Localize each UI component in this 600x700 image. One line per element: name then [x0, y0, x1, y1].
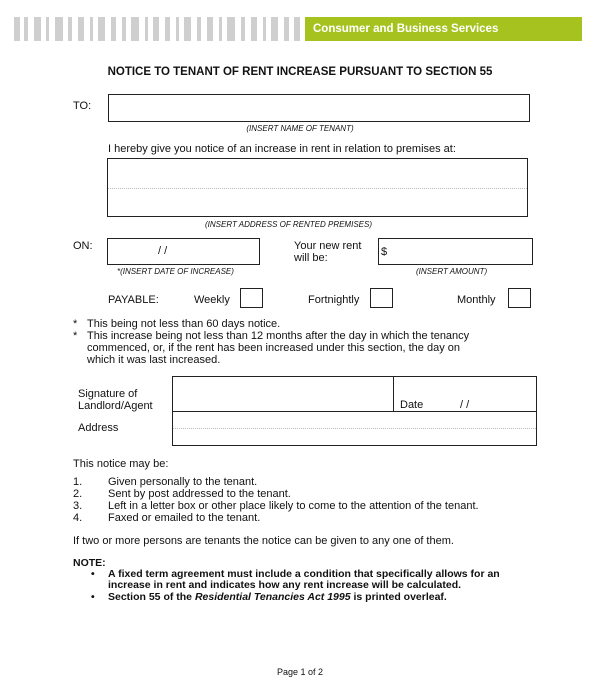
asterisk-note-2-line1: This increase being not less than 12 months after the day in which the tenancy	[87, 330, 470, 342]
page-number: Page 1 of 2	[276, 667, 324, 677]
signature-date-label: Date	[400, 399, 424, 411]
signature-label-line1: Signature of	[78, 388, 138, 400]
date-slashes: / /	[158, 245, 168, 257]
note-item-2-post: is printed overleaf.	[350, 591, 447, 603]
tenant-name-caption: (INSERT NAME OF TENANT)	[246, 124, 354, 133]
date-caption: *(INSERT DATE OF INCREASE)	[117, 267, 234, 276]
tenant-name-field[interactable]	[108, 94, 530, 122]
fortnightly-checkbox[interactable]	[370, 288, 393, 308]
address-label: Address	[78, 422, 119, 434]
monthly-label: Monthly	[457, 294, 496, 306]
monthly-checkbox[interactable]	[508, 288, 531, 308]
delivery-num-4: 4.	[73, 512, 83, 524]
asterisk-note-1: This being not less than 60 days notice.	[87, 318, 281, 330]
weekly-checkbox[interactable]	[240, 288, 263, 308]
signature-field[interactable]	[172, 376, 394, 412]
note-item-2-pre: Section 55 of the	[108, 591, 195, 603]
asterisk-2: *	[73, 330, 78, 342]
asterisk-note-2-line2: commenced, or, if the rent has been increased under this section, the day on	[87, 342, 461, 354]
note-item-1-line2: increase in rent and indicates how any rent increase will be calculated.	[108, 579, 462, 591]
note-heading: NOTE:	[73, 557, 106, 569]
page-title: NOTICE TO TENANT OF RENT INCREASE PURSUANT TO SECTION 55	[107, 66, 493, 78]
signature-date-field[interactable]	[393, 376, 537, 412]
fortnightly-label: Fortnightly	[308, 294, 360, 306]
amount-caption: (INSERT AMOUNT)	[416, 267, 488, 276]
weekly-label: Weekly	[194, 294, 230, 306]
asterisk-note-2-line3: which it was last increased.	[87, 354, 221, 366]
new-rent-label-line1: Your new rent	[294, 240, 362, 252]
header-banner: Consumer and Business Services	[305, 17, 582, 41]
delivery-text-2: Sent by post addressed to the tenant.	[108, 488, 291, 500]
signature-date-slashes: / /	[460, 399, 470, 411]
increase-date-field[interactable]	[107, 238, 260, 265]
landlord-address-divider	[173, 428, 536, 429]
rent-amount-field[interactable]	[378, 238, 533, 265]
delivery-text-1: Given personally to the tenant.	[108, 476, 258, 488]
notice-line: I hereby give you notice of an increase in rent in relation to premises at:	[108, 143, 456, 155]
note-bullet-1: •	[91, 568, 95, 580]
delivery-num-3: 3.	[73, 500, 83, 512]
address-caption: (INSERT ADDRESS OF RENTED PREMISES)	[205, 220, 372, 229]
premises-address-field[interactable]	[107, 158, 528, 217]
delivery-num-2: 2.	[73, 488, 83, 500]
two-or-more-tenants: If two or more persons are tenants the notice can be given to any one of them.	[73, 535, 454, 547]
note-item-2-act: Residential Tenancies Act 1995	[194, 591, 351, 603]
new-rent-label-line2: will be:	[294, 252, 328, 264]
note-bullet-2: •	[91, 591, 95, 603]
note-item-2	[108, 591, 447, 604]
delivery-text-3: Left in a letter box or other place likely to come to the attention of the tenant.	[108, 500, 479, 512]
delivery-intro: This notice may be:	[73, 458, 169, 470]
landlord-address-field[interactable]	[172, 411, 537, 446]
delivery-num-1: 1.	[73, 476, 83, 488]
delivery-text-4: Faxed or emailed to the tenant.	[108, 512, 261, 524]
signature-label-line2: Landlord/Agent	[78, 400, 153, 412]
address-divider	[108, 188, 527, 189]
note-item-1-line1: A fixed term agreement must include a condition that specifically allows for an	[108, 568, 500, 580]
dollar-sign: $	[381, 246, 388, 258]
on-label: ON:	[73, 240, 93, 252]
to-label: TO:	[73, 100, 92, 112]
payable-label: PAYABLE:	[108, 294, 159, 306]
asterisk-1: *	[73, 318, 78, 330]
